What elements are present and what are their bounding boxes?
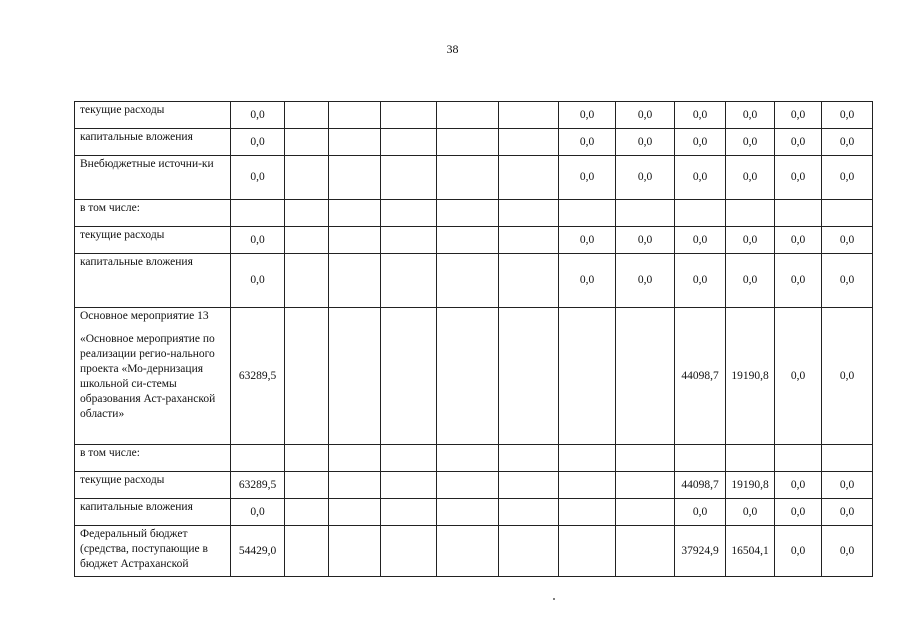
table-cell: 0,0	[822, 499, 873, 526]
table-cell	[726, 200, 775, 227]
row-label-cell	[75, 526, 231, 577]
table-cell	[285, 308, 329, 445]
table-cell: 37924,9	[675, 526, 726, 577]
table-cell: 0,0	[726, 499, 775, 526]
table-cell: 0,0	[726, 129, 775, 156]
table-cell	[499, 254, 559, 308]
table-cell	[285, 200, 329, 227]
table-cell	[329, 102, 381, 129]
table-cell	[285, 499, 329, 526]
row-label: капитальные вложения	[80, 501, 193, 513]
table-cell	[559, 499, 616, 526]
table-row	[75, 227, 873, 254]
row-label: капитальные вложения	[80, 131, 193, 143]
table-cell	[775, 200, 822, 227]
row-label: текущие расходы	[80, 474, 165, 486]
table-cell	[329, 472, 381, 499]
table-cell	[285, 254, 329, 308]
row-label: Основное мероприятие 13	[80, 310, 209, 322]
table-cell	[499, 200, 559, 227]
table-cell	[499, 308, 559, 445]
table-cell: 0,0	[616, 227, 675, 254]
table-cell: 0,0	[616, 102, 675, 129]
table-body	[75, 102, 873, 577]
table-cell	[437, 472, 499, 499]
table-cell: 44098,7	[675, 308, 726, 445]
table-cell	[559, 200, 616, 227]
row-label-cell	[75, 129, 231, 156]
table-cell: 0,0	[231, 254, 285, 308]
table-cell	[499, 472, 559, 499]
row-label-cell	[75, 102, 231, 129]
table-cell: 0,0	[675, 129, 726, 156]
table-cell	[381, 445, 437, 472]
table-cell	[616, 200, 675, 227]
table-cell	[559, 308, 616, 445]
table-cell	[329, 156, 381, 200]
table-cell: 0,0	[675, 499, 726, 526]
table-cell: 0,0	[775, 102, 822, 129]
table-cell: 0,0	[231, 499, 285, 526]
table-cell	[499, 499, 559, 526]
table-row	[75, 499, 873, 526]
table-cell: 0,0	[231, 227, 285, 254]
table-cell	[499, 526, 559, 577]
table-cell	[329, 308, 381, 445]
table-cell: 0,0	[675, 156, 726, 200]
row-label-cell	[75, 472, 231, 499]
table-cell: 0,0	[775, 227, 822, 254]
table-cell	[499, 156, 559, 200]
table-row	[75, 254, 873, 308]
table-cell	[285, 156, 329, 200]
row-label-cell	[75, 156, 231, 200]
table-cell: 0,0	[616, 254, 675, 308]
table-cell: 0,0	[726, 156, 775, 200]
table-cell: 0,0	[726, 227, 775, 254]
table-row	[75, 472, 873, 499]
table-cell: 0,0	[559, 254, 616, 308]
table-cell	[616, 526, 675, 577]
table-cell: 0,0	[822, 129, 873, 156]
table-cell	[437, 129, 499, 156]
row-label: текущие расходы	[80, 104, 165, 116]
table-cell	[822, 200, 873, 227]
table-cell: 0,0	[559, 102, 616, 129]
table-cell	[329, 499, 381, 526]
table-cell: 0,0	[559, 227, 616, 254]
table-cell	[675, 445, 726, 472]
table-cell: 0,0	[822, 156, 873, 200]
table-cell	[329, 227, 381, 254]
table-cell: 0,0	[726, 102, 775, 129]
row-note: «Основное мероприятие по реализации регио-нального проекта «Мо-дернизация школьной си-стемы образования Аст-раханской области»	[80, 333, 216, 420]
table-cell	[285, 445, 329, 472]
table-cell	[675, 200, 726, 227]
table-cell: 0,0	[231, 129, 285, 156]
table-cell: 0,0	[675, 254, 726, 308]
table-cell: 44098,7	[675, 472, 726, 499]
table-cell: 0,0	[675, 227, 726, 254]
table-cell	[285, 526, 329, 577]
table-cell: 0,0	[822, 102, 873, 129]
table-cell: 63289,5	[231, 472, 285, 499]
scan-speck	[553, 598, 555, 600]
table-cell	[437, 156, 499, 200]
table-cell	[437, 254, 499, 308]
row-label: Федеральный бюджет (средства, поступающие в бюджет Астраханской	[80, 528, 208, 570]
table-cell: 0,0	[822, 254, 873, 308]
table-cell: 0,0	[231, 156, 285, 200]
table-row	[75, 200, 873, 227]
table-row	[75, 156, 873, 200]
table-cell	[285, 472, 329, 499]
row-label: капитальные вложения	[80, 256, 193, 268]
table-cell	[775, 445, 822, 472]
table-cell	[329, 200, 381, 227]
table-cell	[559, 472, 616, 499]
table-cell	[329, 254, 381, 308]
table-cell: 0,0	[775, 308, 822, 445]
table-cell	[285, 102, 329, 129]
table-cell	[437, 200, 499, 227]
table-cell	[437, 445, 499, 472]
table-cell: 0,0	[822, 472, 873, 499]
table-cell: 0,0	[822, 526, 873, 577]
table-cell	[381, 227, 437, 254]
table-cell: 16504,1	[726, 526, 775, 577]
table-row	[75, 129, 873, 156]
budget-table	[74, 101, 873, 577]
table-cell	[381, 472, 437, 499]
table-cell: 0,0	[775, 254, 822, 308]
table-row	[75, 308, 873, 445]
table-cell	[329, 526, 381, 577]
row-label-cell	[75, 499, 231, 526]
row-label-cell	[75, 227, 231, 254]
table-cell	[499, 129, 559, 156]
table-cell: 0,0	[616, 129, 675, 156]
table-cell: 0,0	[822, 227, 873, 254]
table-cell	[822, 445, 873, 472]
row-label-cell	[75, 200, 231, 227]
table-cell: 0,0	[231, 102, 285, 129]
table-cell	[616, 499, 675, 526]
table-cell	[231, 445, 285, 472]
table-cell	[559, 526, 616, 577]
table-cell	[381, 254, 437, 308]
row-label: Внебюджетные источни-ки	[80, 158, 214, 170]
table-cell: 19190,8	[726, 472, 775, 499]
table-cell: 0,0	[775, 499, 822, 526]
table-cell: 0,0	[675, 102, 726, 129]
table-cell	[616, 445, 675, 472]
table-cell	[499, 102, 559, 129]
table-row	[75, 445, 873, 472]
table-cell	[381, 129, 437, 156]
table-cell	[381, 200, 437, 227]
table-cell	[437, 308, 499, 445]
table-cell	[499, 227, 559, 254]
table-cell	[285, 129, 329, 156]
table-cell	[437, 227, 499, 254]
page-number: 38	[446, 42, 459, 56]
table-cell	[381, 526, 437, 577]
table-cell: 0,0	[559, 156, 616, 200]
table-cell: 63289,5	[231, 308, 285, 445]
table-cell	[437, 526, 499, 577]
table-cell	[329, 445, 381, 472]
table-cell	[231, 200, 285, 227]
row-label: в том числе:	[80, 202, 140, 214]
table-cell	[329, 129, 381, 156]
table-cell: 54429,0	[231, 526, 285, 577]
table-cell	[381, 499, 437, 526]
table-cell: 0,0	[559, 129, 616, 156]
table-cell	[559, 445, 616, 472]
table-cell	[616, 308, 675, 445]
row-label: текущие расходы	[80, 229, 165, 241]
table-cell	[499, 445, 559, 472]
table-cell: 0,0	[775, 156, 822, 200]
table-cell	[381, 308, 437, 445]
row-label-cell	[75, 254, 231, 308]
table-cell	[381, 156, 437, 200]
row-label-cell	[75, 445, 231, 472]
table-cell: 0,0	[775, 472, 822, 499]
table-cell: 0,0	[616, 156, 675, 200]
table-cell: 0,0	[775, 129, 822, 156]
table-cell	[616, 472, 675, 499]
table-cell	[437, 499, 499, 526]
table-cell: 0,0	[726, 254, 775, 308]
table-cell	[285, 227, 329, 254]
row-label: в том числе:	[80, 447, 140, 459]
table-row	[75, 526, 873, 577]
table-row	[75, 102, 873, 129]
row-label-cell	[75, 308, 231, 445]
table-cell	[726, 445, 775, 472]
table-cell: 0,0	[822, 308, 873, 445]
table-cell	[437, 102, 499, 129]
table-cell: 19190,8	[726, 308, 775, 445]
table-cell: 0,0	[775, 526, 822, 577]
table-cell	[381, 102, 437, 129]
